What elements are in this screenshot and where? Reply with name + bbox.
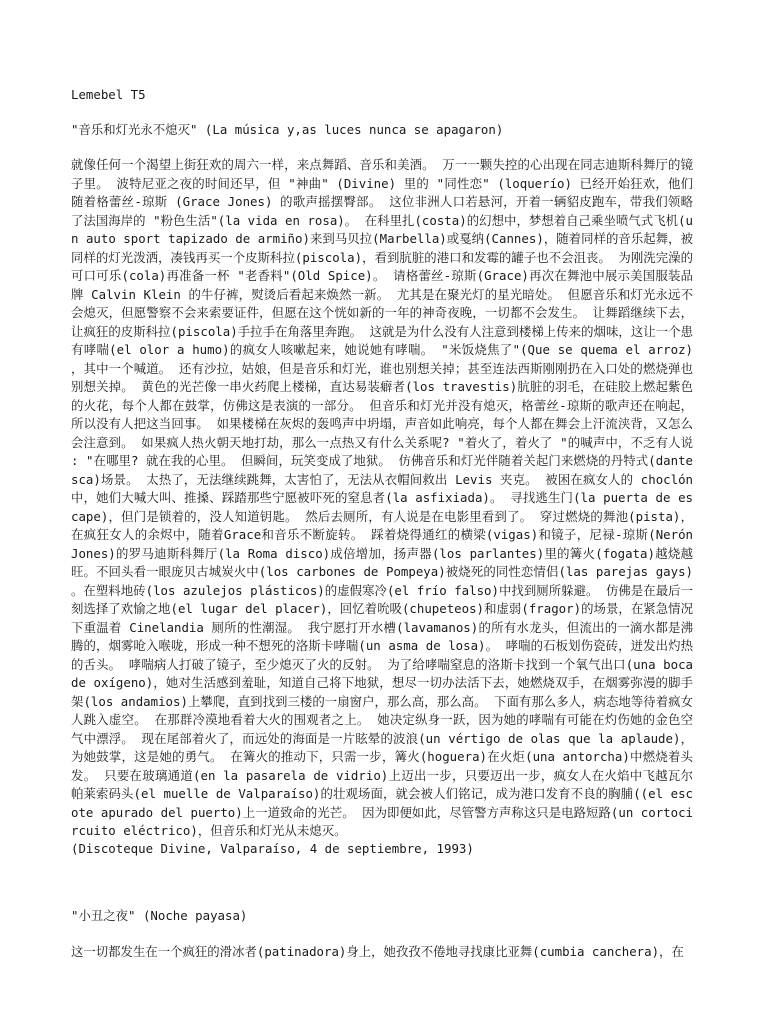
section-heading: "音乐和灯光永不熄灭" (La música y,as luces nunca se apagaron)	[71, 121, 504, 137]
document-page	[71, 86, 693, 961]
section-attribution: (Discoteque Divine, Valparaíso, 4 de septiembre, 1993)	[71, 840, 474, 856]
document-title: Lemebel T5	[71, 87, 146, 102]
section-body: 这一切都发生在一个疯狂的滑冰者(patinadora)身上，她孜孜不倦地寻找康比亚舞(cumbia canchera)，在	[71, 943, 684, 959]
section-body: 就像任何一个渴望上街狂欢的周六一样，来点舞蹈、音乐和美酒。 万一一颗失控的心出现在同志迪斯科舞厅的镜子里。 波特尼亚之夜的时间还早，但 "神曲" (Divine) 里的 "同性恋" (loquerío) 已经开始狂欢，他们随着格蕾丝-琼斯 (Grace Jones) 的歌声摇摆臀部。 这位非洲人口若悬河，开着一辆貂皮跑车，带我们领略了法国海岸的 "粉色生活"(la vida en rosa)。 在科里扎(costa)的幻想中，梦想着自己乘坐喷气式飞机(un auto sport tapizado de armiño)来到马贝拉(Marbella)或戛纳(Cannes)，随着同样的音乐起舞，被同样的灯光泼洒，凑钱再买一个皮斯科拉(piscola)，看到肮脏的港口和发霉的罐子也不会沮丧。 为刚洗完澡的可口可乐(cola)再准备一杯 "老香料"(Old Spice)。 请格蕾丝-琼斯(Grace)再次在舞池中展示美国服装品牌 Calvin Klein 的牛仔裤，熨烫后看起来焕然一新。 尤其是在聚光灯的星光暗处。 但愿音乐和灯光永远不会熄灭，但愿警察不会来索要证件，但愿在这个恍如新的一年的神奇夜晚，一切都不会发生。 让舞蹈继续下去，让疯狂的皮斯科拉(piscola)手拉手在角落里奔跑。 这就是为什么没有人注意到楼梯上传来的烟味，这让一个患有哮喘(el olor a humo)的疯女人咳嗽起来，她说她有哮喘。 "米饭烧焦了"(Que se quema el arroz)，其中一个喊道。 还有沙拉，姑娘，但是音乐和灯光，谁也别想关掉；甚至连法西斯刚刚扔在入口处的燃烧弹也别想关掉。 黄色的光芒像一串火药爬上楼梯，直达易装癖者(los travestis)肮脏的羽毛，在硅胶上燃起紫色的火花，每个人都在鼓掌，仿佛这是表演的一部分。 但音乐和灯光并没有熄灭，格蕾丝-琼斯的歌声还在响起，所以没有人把这当回事。 如果楼梯在灰烬的轰鸣声中坍塌，声音如此响亮，每个人都在舞会上汗流浃背，又怎么会注意到。 如果疯人热火朝天地打劫，那么一点热又有什么关系呢? "着火了，着火了 "的喊声中，不乏有人说: "在哪里? 就在我的心里。 但瞬间，玩笑变成了地狱。 仿佛音乐和灯光伴随着关起门来燃烧的丹特式(dantesca)场景。 太热了，无法继续跳舞，太害怕了，无法从衣帽间救出 Levis 夹克。 被困在疯女人的 choclón 中，她们大喊大叫、推搡、踩踏那些宁愿被吓死的窒息者(la asfixiada)。 寻找逃生门(la puerta de escape)，但门是锁着的，没人知道钥匙。 然后去厕所，有人说是在电影里看到了。 穿过燃烧的舞池(pista)，在疯狂女人的余烬中，随着Grace和音乐不断旋转。 踩着烧得通红的横梁(vigas)和镜子，尼禄-琼斯(Nerón Jones)的罗马迪斯科舞厅(la Roma disco)成倍增加，扬声器(los parlantes)里的篝火(fogata)越烧越旺。不回头看一眼庞贝古城炭火中(los carbones de Pompeya)被烧死的同性恋情侣(las parejas gays)。在塑料地砖(los azulejos plásticos)的虚假寒冷(el frío falso)中找到厕所躲避。 仿佛是在最后一刻选择了欢愉之地(el lugar del placer)，回忆着吮吸(chupeteos)和虚弱(fragor)的场景，在紧急情况下重温着 Cinelandia 厕所的性潮湿。 我宁愿打开水槽(lavamanos)的所有水龙头，但流出的一滴水都是沸腾的，烟雾呛入喉咙，形成一种不想死的洛斯卡哮喘(un asma de losa)。 哮喘的石板划伤瓷砖，迸发出灼热的舌头。 哮喘病人打破了镜子，至少熄灭了火的反射。 为了给哮喘窒息的洛斯卡找到一个氧气出口(una boca de oxígeno)，她对生活感到羞耻，知道自己将下地狱，想尽一切办法活下去，她燃烧双手，在烟雾弥漫的脚手架(los andamios)上攀爬，直到找到三楼的一扇窗户，那么高，那么高。 下面有那么多人，病态地等待着疯女人跳入虚空。 在那群冷漠地看着大火的围观者之上。 她决定纵身一跃，因为她的哮喘有可能在灼伤她的金色空气中漂浮。 现在尾部着火了，而远处的海面是一片眩晕的波浪(un vértigo de olas que la aplaude)，为她鼓掌，这是她的勇气。 在篝火的推动下，只需一步，篝火(hoguera)在火炬(una antorcha)中燃烧着头发。 只要在玻璃通道(en la pasarela de vidrio)上迈出一步，只要迈出一步，疯女人在火焰中飞越瓦尔帕莱索码头(el muelle de Valparaíso)的壮观场面，就会被人们铭记，成为港口发育不良的胸脯((el escote apurado del puerto)上一道致命的光芒。 因为即便如此，尽管警方声称这只是电路短路(un cortocircuito eléctrico)，但音乐和灯光从未熄灭。	[71, 157, 693, 838]
section-heading: "小丑之夜" (Noche payasa)	[71, 908, 248, 923]
